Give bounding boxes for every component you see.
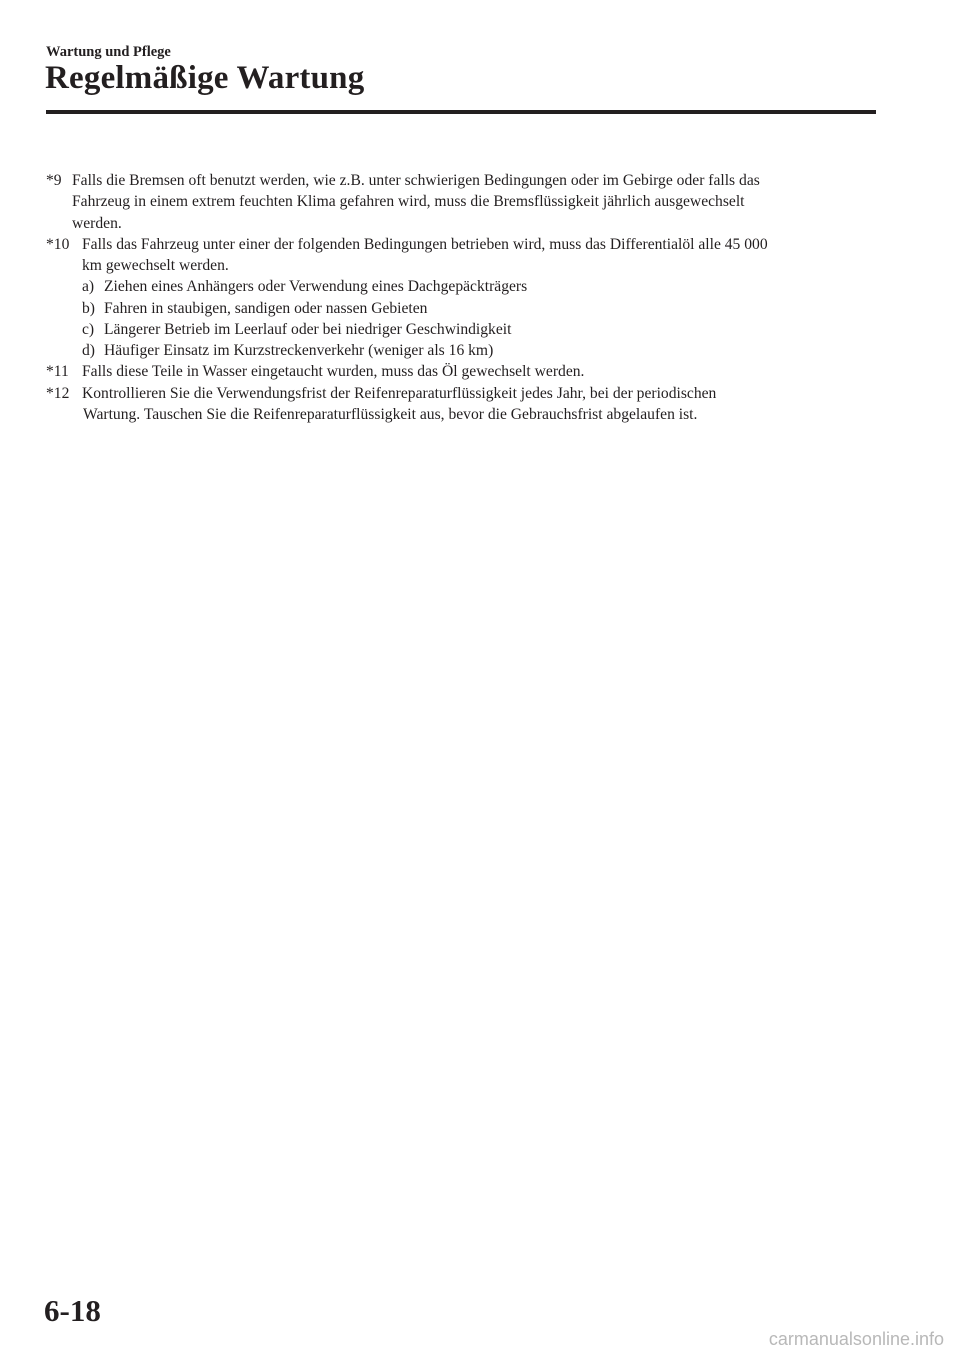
- list-item-text: Längerer Betrieb im Leerlauf oder bei niedriger Geschwindigkeit: [104, 320, 512, 338]
- list-item: [46, 319, 876, 340]
- page-number: 6-18: [44, 1293, 101, 1328]
- footnote-9-line: [46, 170, 876, 191]
- section-label: Wartung und Pflege: [46, 44, 171, 60]
- list-item-letter: a): [82, 278, 95, 296]
- footnote-12-text: Kontrollieren Sie die Verwendungsfrist der Reifenreparaturflüssigkeit jedes Jahr, bei der periodischen: [82, 384, 717, 402]
- footnote-11-marker: *11: [46, 363, 69, 381]
- page-title: Regelmäßige Wartung: [45, 60, 365, 96]
- footnote-9-text: Falls die Bremsen oft benutzt werden, wie z.B. unter schwierigen Bedingungen oder im Gebirge oder falls das: [72, 172, 760, 189]
- list-item-letter: b): [82, 299, 95, 317]
- list-item: [46, 298, 876, 319]
- footnote-12-line: Wartung. Tauschen Sie die Reifenreparaturflüssigkeit aus, bevor die Gebrauchsfrist abgelaufen ist.: [83, 405, 698, 423]
- footnote-11-text: Falls diese Teile in Wasser eingetaucht wurden, muss das Öl gewechselt werden.: [82, 363, 585, 381]
- footnote-10-marker: *10: [46, 235, 70, 253]
- footnote-12-line: [46, 383, 876, 404]
- footnote-12-marker: *12: [46, 384, 70, 402]
- footnote-10-text: Falls das Fahrzeug unter einer der folgenden Bedingungen betrieben wird, muss das Differentialöl alle 45 000: [82, 235, 768, 253]
- title-divider: [46, 110, 876, 114]
- list-item-letter: d): [82, 342, 95, 359]
- list-item: [46, 276, 876, 297]
- footnote-9-line: werden.: [72, 214, 122, 232]
- watermark: carmanualsonline.info: [768, 1329, 944, 1349]
- list-item-text: Fahren in staubigen, sandigen oder nassen Gebieten: [104, 299, 428, 317]
- list-item: [46, 340, 876, 361]
- footnote-11-line: [46, 361, 876, 382]
- footnotes: [46, 170, 876, 425]
- list-item-text: Ziehen eines Anhängers oder Verwendung eines Dachgepäckträgers: [104, 278, 528, 296]
- list-item-text: Häufiger Einsatz im Kurzstreckenverkehr (weniger als 16 km): [104, 342, 494, 359]
- footnote-10-line: km gewechselt werden.: [82, 257, 229, 274]
- footnote-9-line: Fahrzeug in einem extrem feuchten Klima gefahren wird, muss die Bremsflüssigkeit jährlich ausgewechselt: [72, 193, 745, 211]
- footnote-10-line: [46, 234, 876, 255]
- footnote-9-marker: *9: [46, 172, 62, 189]
- list-item-letter: c): [82, 320, 95, 338]
